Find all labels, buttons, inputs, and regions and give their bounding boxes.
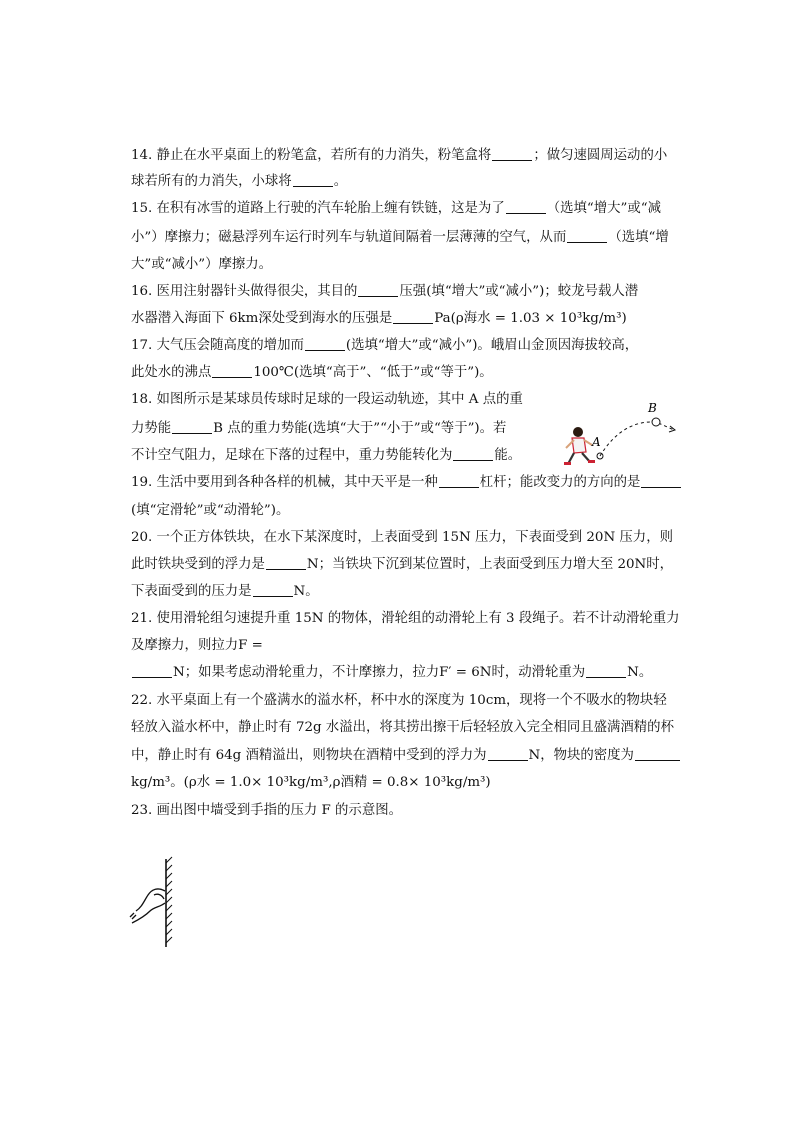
answer-blank[interactable]: [641, 474, 681, 488]
q22-line-2: 轻放入溢水杯中，静止时有 72g 水溢出，将其捞出擦干后轻轻放入完全相同且盛满酒精的杯: [131, 720, 674, 735]
answer-blank[interactable]: [567, 229, 607, 243]
answer-blank[interactable]: [488, 747, 528, 761]
q23-line-1: 23. 画出图中墙受到手指的压力 F 的示意图。: [131, 803, 402, 818]
q20-line-1: 20. 一个正方体铁块，在水下某深度时，上表面受到 15N 压力，下表面受到 20N 压力，则: [131, 530, 673, 545]
wall-icon: [166, 857, 172, 947]
answer-blank[interactable]: [586, 664, 626, 678]
q18-line-1: 18. 如图所示是某球员传球时足球的一段运动轨迹，其中 A 点的重: [131, 392, 523, 407]
answer-blank[interactable]: [293, 173, 333, 187]
answer-blank[interactable]: [253, 583, 293, 597]
q15-line-2: 小”）摩擦力；磁悬浮列车运行时列车与轨道间隔着一层薄薄的空气，从而 （选填“增: [131, 230, 669, 245]
q19-line-2: (填“定滑轮”或“动滑轮”)。: [131, 503, 290, 518]
answer-blank[interactable]: [132, 664, 172, 678]
q15-line-1: 15. 在积有冰雪的道路上行驶的汽车轮胎上缠有铁链，这是为了 （选填“增大”或“减: [131, 201, 661, 216]
q22-line-4: kg/m³。(ρ水 = 1.0× 10³kg/m³,ρ酒精 = 0.8× 10³kg/m³): [131, 775, 491, 790]
q22-line-3: 中，静止时有 64g 酒精溢出，则物块在酒精中受到的浮力为 N，物块的密度为: [131, 746, 681, 766]
finger-wall-figure: [128, 855, 184, 951]
answer-blank[interactable]: [393, 310, 433, 324]
q19-line-1: 19. 生活中要用到各种各样的机械，其中天平是一种 杠杆；能改变力的方向的是: [131, 473, 682, 493]
answer-blank[interactable]: [172, 420, 212, 434]
answer-blank[interactable]: [305, 337, 345, 351]
answer-blank[interactable]: [492, 147, 532, 161]
q18-line-2: 力势能 B 点的重力势能(选填“大于”“小于”或“等于”)。若: [131, 421, 507, 436]
answer-blank[interactable]: [506, 200, 546, 214]
finger-icon: [130, 889, 165, 923]
point-b-label: B: [648, 401, 657, 415]
answer-blank[interactable]: [439, 474, 479, 488]
answer-blank[interactable]: [635, 747, 680, 761]
q22-line-1: 22. 水平桌面上有一个盛满水的溢水杯，杯中水的深度为 10cm，现将一个不吸水的物块轻: [131, 693, 667, 708]
q14-line-2: 球若所有的力消失，小球将 。: [131, 174, 348, 189]
q21-line-1: 21. 使用滑轮组匀速提升重 15N 的物体，滑轮组的动滑轮上有 3 段绳子。若不计动滑轮重力: [131, 611, 680, 626]
football-player-icon: [564, 427, 595, 465]
q17-line-1: 17. 大气压会随高度的增加而 (选填“增大”或“减小”)。峨眉山金顶因海拔较高，: [131, 338, 639, 353]
answer-blank[interactable]: [453, 447, 493, 461]
q20-line-2: 此时铁块受到的浮力是 N；当铁块下沉到某位置时，上表面受到压力增大至 20N时，: [131, 557, 674, 572]
ball-point-b: [652, 418, 660, 426]
q21-line-3: N；如果考虑动滑轮重力，不计摩擦力，拉力F′ = 6N时，动滑轮重为 N。: [131, 663, 652, 683]
q15-line-3: 大”或“减小”）摩擦力。: [131, 257, 273, 272]
q16-line-1: 16. 医用注射器针头做得很尖，其目的 压强(填“增大”或“减小”)；蛟龙号载人潜: [131, 284, 639, 299]
answer-blank[interactable]: [358, 283, 398, 297]
q21-line-2: 及摩擦力，则拉力F =: [131, 638, 263, 653]
q20-line-3: 下表面受到的压力是 N。: [131, 584, 319, 599]
q17-line-2: 此处水的沸点 100℃(选填“高于”、“低于”或“等于”)。: [131, 365, 493, 380]
answer-blank[interactable]: [212, 364, 252, 378]
football-trajectory-figure: [562, 398, 682, 472]
q14-line-1: 14. 静止在水平桌面上的粉笔盒，若所有的力消失，粉笔盒将 ；做匀速圆周运动的小: [131, 148, 668, 163]
q16-line-2: 水器潜入海面下 6km深处受到海水的压强是 Pa(ρ海水 = 1.03 × 10³kg/m³): [131, 311, 627, 326]
q18-line-3: 不计空气阻力，足球在下落的过程中，重力势能转化为 能。: [131, 448, 522, 463]
answer-blank[interactable]: [266, 556, 306, 570]
point-a-label: A: [592, 435, 601, 449]
trajectory-path: [600, 422, 674, 456]
